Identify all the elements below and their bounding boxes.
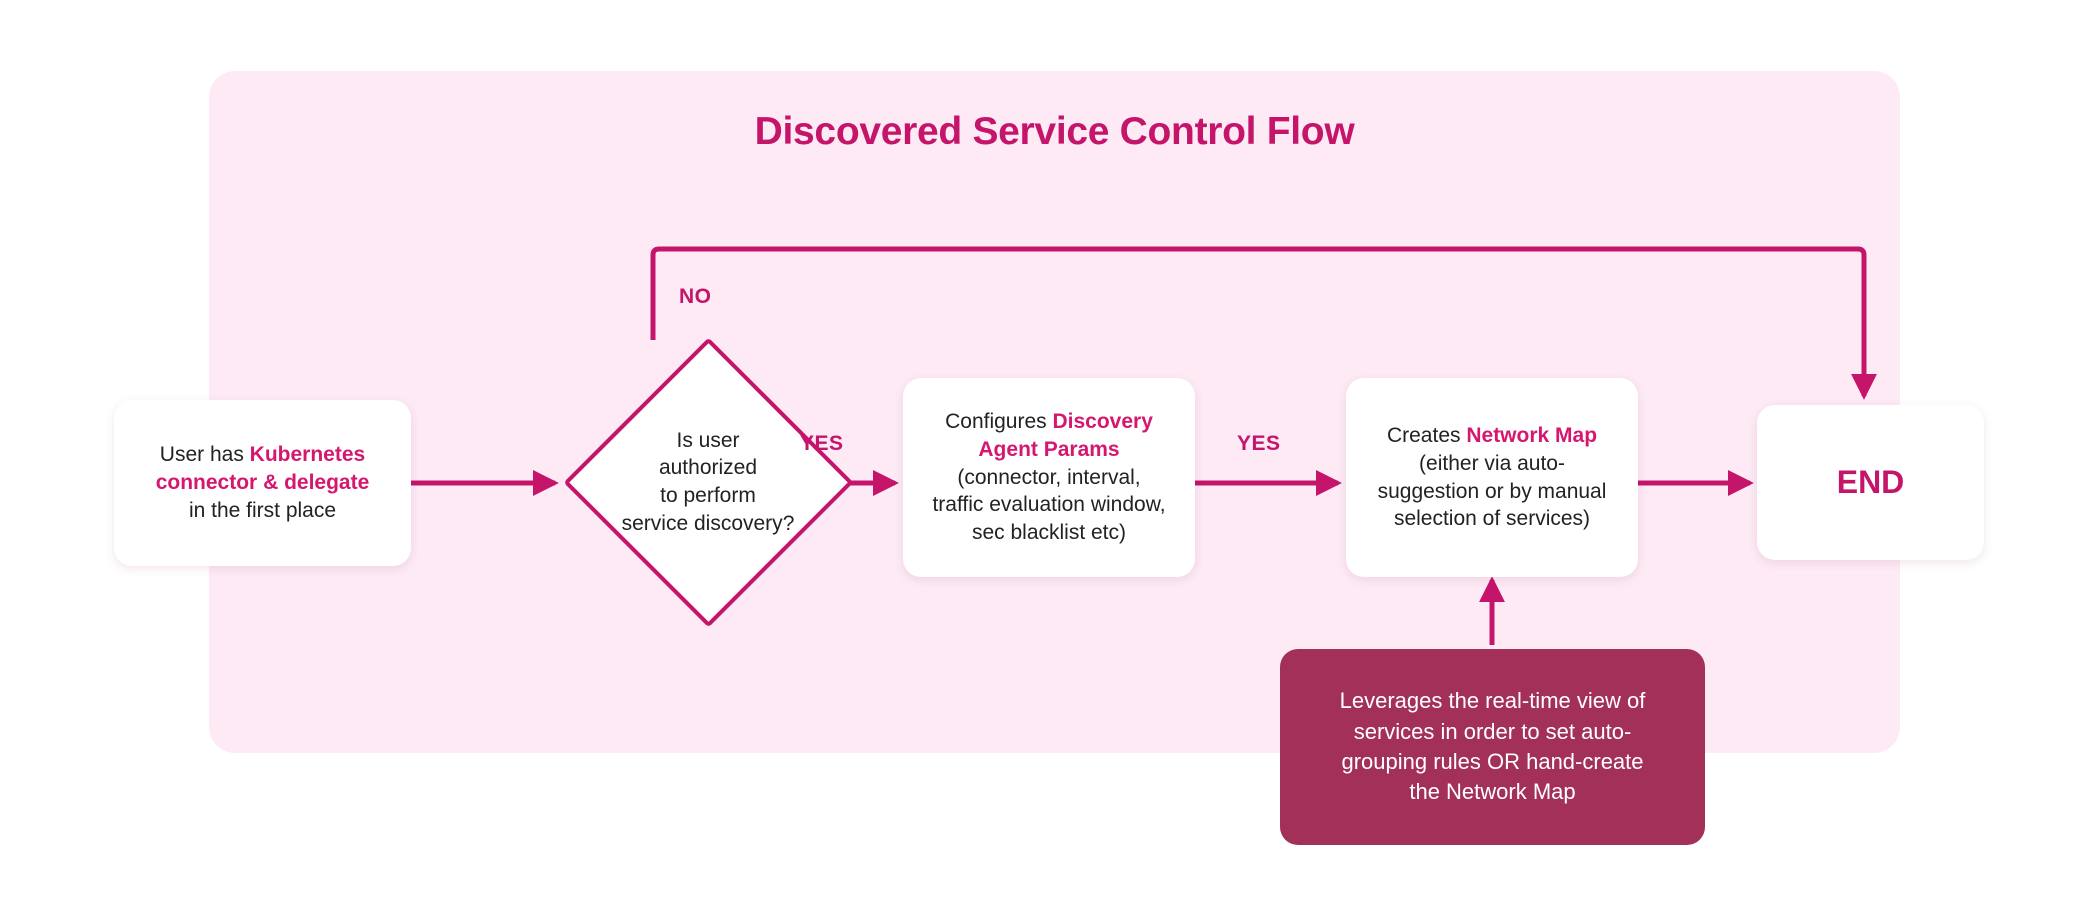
node-configure-line3: (connector, interval,	[957, 465, 1141, 489]
node-configure-discovery-agent-params	[903, 378, 1195, 577]
node-start	[114, 400, 411, 566]
node-decision-line4-highlight: service discovery	[621, 511, 783, 535]
node-end: END	[1757, 405, 1984, 560]
note-line4: the Network Map	[1409, 779, 1576, 805]
node-networkmap-line3: suggestion or by manual	[1377, 479, 1607, 503]
node-configure-line1-prefix: Configures	[945, 410, 1053, 434]
node-creates-network-map	[1346, 378, 1638, 577]
node-decision-line4-suffix: ?	[782, 511, 795, 535]
note-line2: services in order to set auto-	[1353, 718, 1632, 744]
node-networkmap-line1-highlight: Network Map	[1466, 424, 1598, 448]
node-decision-authorized	[563, 337, 853, 627]
node-configure-line1-highlight: Discovery	[1052, 410, 1153, 434]
node-networkmap-line4: selection of services)	[1393, 507, 1591, 531]
note-line1: Leverages the real-time view of	[1339, 688, 1646, 714]
node-configure-line4: traffic evaluation window,	[932, 493, 1166, 517]
node-start-line1-highlight: Kubernetes	[249, 443, 366, 467]
node-start-line2-highlight: connector & delegate	[155, 471, 370, 495]
note-line3: grouping rules OR hand-create	[1341, 749, 1644, 774]
note-network-map-leverage	[1280, 649, 1705, 845]
node-networkmap-line1-prefix: Creates	[1386, 424, 1467, 448]
node-start-line1-prefix: User has	[159, 443, 250, 467]
node-networkmap-line2: (either via auto-	[1419, 451, 1565, 475]
node-decision-line1: Is user	[676, 428, 740, 452]
node-decision-line3: to perform	[660, 484, 756, 507]
node-decision-label	[563, 337, 853, 627]
edge-label-no: NO	[679, 285, 712, 308]
node-configure-line2-highlight: Agent Params	[978, 437, 1120, 461]
node-start-line3: in the first place	[188, 498, 337, 522]
edge-label-yes-2: YES	[1237, 432, 1281, 455]
page-title: Discovered Service Control Flow	[754, 110, 1355, 153]
node-configure-line5: sec blacklist etc)	[971, 521, 1127, 545]
node-decision-line2-highlight: authorized	[658, 456, 758, 480]
edge-label-yes-1: YES	[800, 432, 844, 455]
